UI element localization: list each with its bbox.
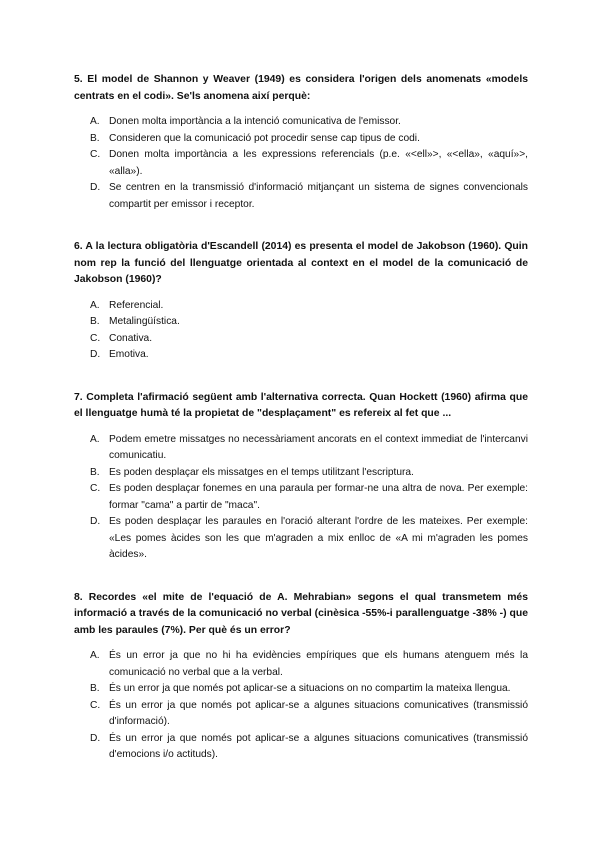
question-text: 5. El model de Shannon y Weaver (1949) es considera l'origen dels anomenats «models centrats en el codi». Se'ls anomena així perquè: (74, 74, 528, 102)
option-text: Es poden desplaçar els missatges en el temps utilitzant l'escriptura. (109, 466, 414, 478)
option-text: Donen molta importància a la intenció comunicativa de l'emissor. (109, 116, 401, 127)
option-letter: B. (90, 316, 100, 327)
option-d (74, 180, 528, 213)
option-text: Podem emetre missatges no necessàriament ancorats en el context immediat de l'intercanvi comunicatiu. (109, 433, 528, 461)
option-text: Donen molta importància a les expressions referencials (p.e. «<ell»>, «<ella», «aquí»>, «alla»). (109, 149, 528, 177)
question-7 (74, 390, 528, 564)
option-letter: A. (90, 299, 100, 311)
option-letter: A. (90, 116, 100, 127)
option-a (74, 298, 528, 315)
option-text: Es poden desplaçar fonemes en una paraula per formar-ne una altra de nova. Per exemple: formar "cama" a partir de "maca". (109, 483, 528, 511)
option-letter: D. (90, 732, 101, 744)
question-text: 8. Recordes «el mite de l'equació de A. Mehrabian» segons el qual transmetem més informació a través de la comunicació no verbal (cinèsica -55%-i parallenguatge -38% -) que amb les paraules (7%). Per què és un error? (74, 591, 528, 636)
option-b (74, 314, 528, 331)
option-letter: C. (90, 149, 101, 160)
option-a (74, 432, 528, 465)
option-letter: B. (90, 683, 100, 694)
option-c (74, 331, 528, 348)
option-letter: A. (90, 650, 100, 661)
question-8 (74, 590, 528, 764)
options-list (74, 432, 528, 564)
option-letter: D. (90, 182, 101, 193)
option-text: És un error ja que només pot aplicar-se a algunes situacions comunicatives (transmissió d'informació). (109, 699, 528, 727)
option-letter: D. (90, 516, 101, 527)
option-letter: C. (90, 483, 101, 494)
option-text: És un error ja que només pot aplicar-se a situacions on no compartim la mateixa llengua. (109, 683, 511, 694)
options-list (74, 298, 528, 364)
option-d (74, 731, 528, 764)
option-b (74, 131, 528, 148)
question-text: 7. Completa l'afirmació següent amb l'alternativa correcta. Quan Hockett (1960) afirma que el llenguatge humà té la propietat de "desplaçament" es refereix al fet que ... (74, 391, 528, 419)
option-a (74, 114, 528, 131)
question-5 (74, 72, 528, 213)
option-text: Conativa. (109, 332, 153, 344)
option-d (74, 514, 528, 564)
option-letter: B. (90, 466, 100, 478)
option-b (74, 681, 528, 698)
option-c (74, 481, 528, 514)
option-text: Metalingüística. (109, 316, 180, 327)
option-text: Referencial. (109, 299, 164, 311)
option-text: Consideren que la comunicació pot procedir sense cap tipus de codi. (109, 132, 420, 144)
option-c (74, 698, 528, 731)
question-6 (74, 239, 528, 364)
option-letter: B. (90, 132, 100, 144)
option-d (74, 347, 528, 364)
option-letter: C. (90, 332, 101, 344)
option-text: Se centren en la transmissió d'informació mitjançant un sistema de signes convencionals compartit per emissor i receptor. (109, 182, 528, 210)
option-letter: C. (90, 699, 101, 711)
options-list (74, 114, 528, 213)
option-text: És un error ja que no hi ha evidències empíriques que els humans atenguem més la comunicació no verbal que a la verbal. (109, 650, 528, 678)
option-letter: D. (90, 349, 101, 360)
option-b (74, 465, 528, 482)
option-letter: A. (90, 433, 100, 445)
option-a (74, 648, 528, 681)
option-text: És un error ja que només pot aplicar-se a algunes situacions comunicatives (transmissió d'emocions i/o actituds). (109, 732, 528, 760)
option-text: Emotiva. (109, 349, 149, 360)
option-c (74, 147, 528, 180)
question-text: 6. A la lectura obligatòria d'Escandell (2014) es presenta el model de Jakobson (1960). Quin nom rep la funció del llenguatge orientada al context en el model de la comunicació de Jakobson (1960)? (74, 241, 528, 285)
option-text: Es poden desplaçar les paraules en l'oració alterant l'ordre de les mateixes. Per exemple: «Les pomes àcides son les que m'agraden a mix enlloc de «A mi m'agraden les pomes àcides». (109, 516, 528, 560)
options-list (74, 648, 528, 764)
